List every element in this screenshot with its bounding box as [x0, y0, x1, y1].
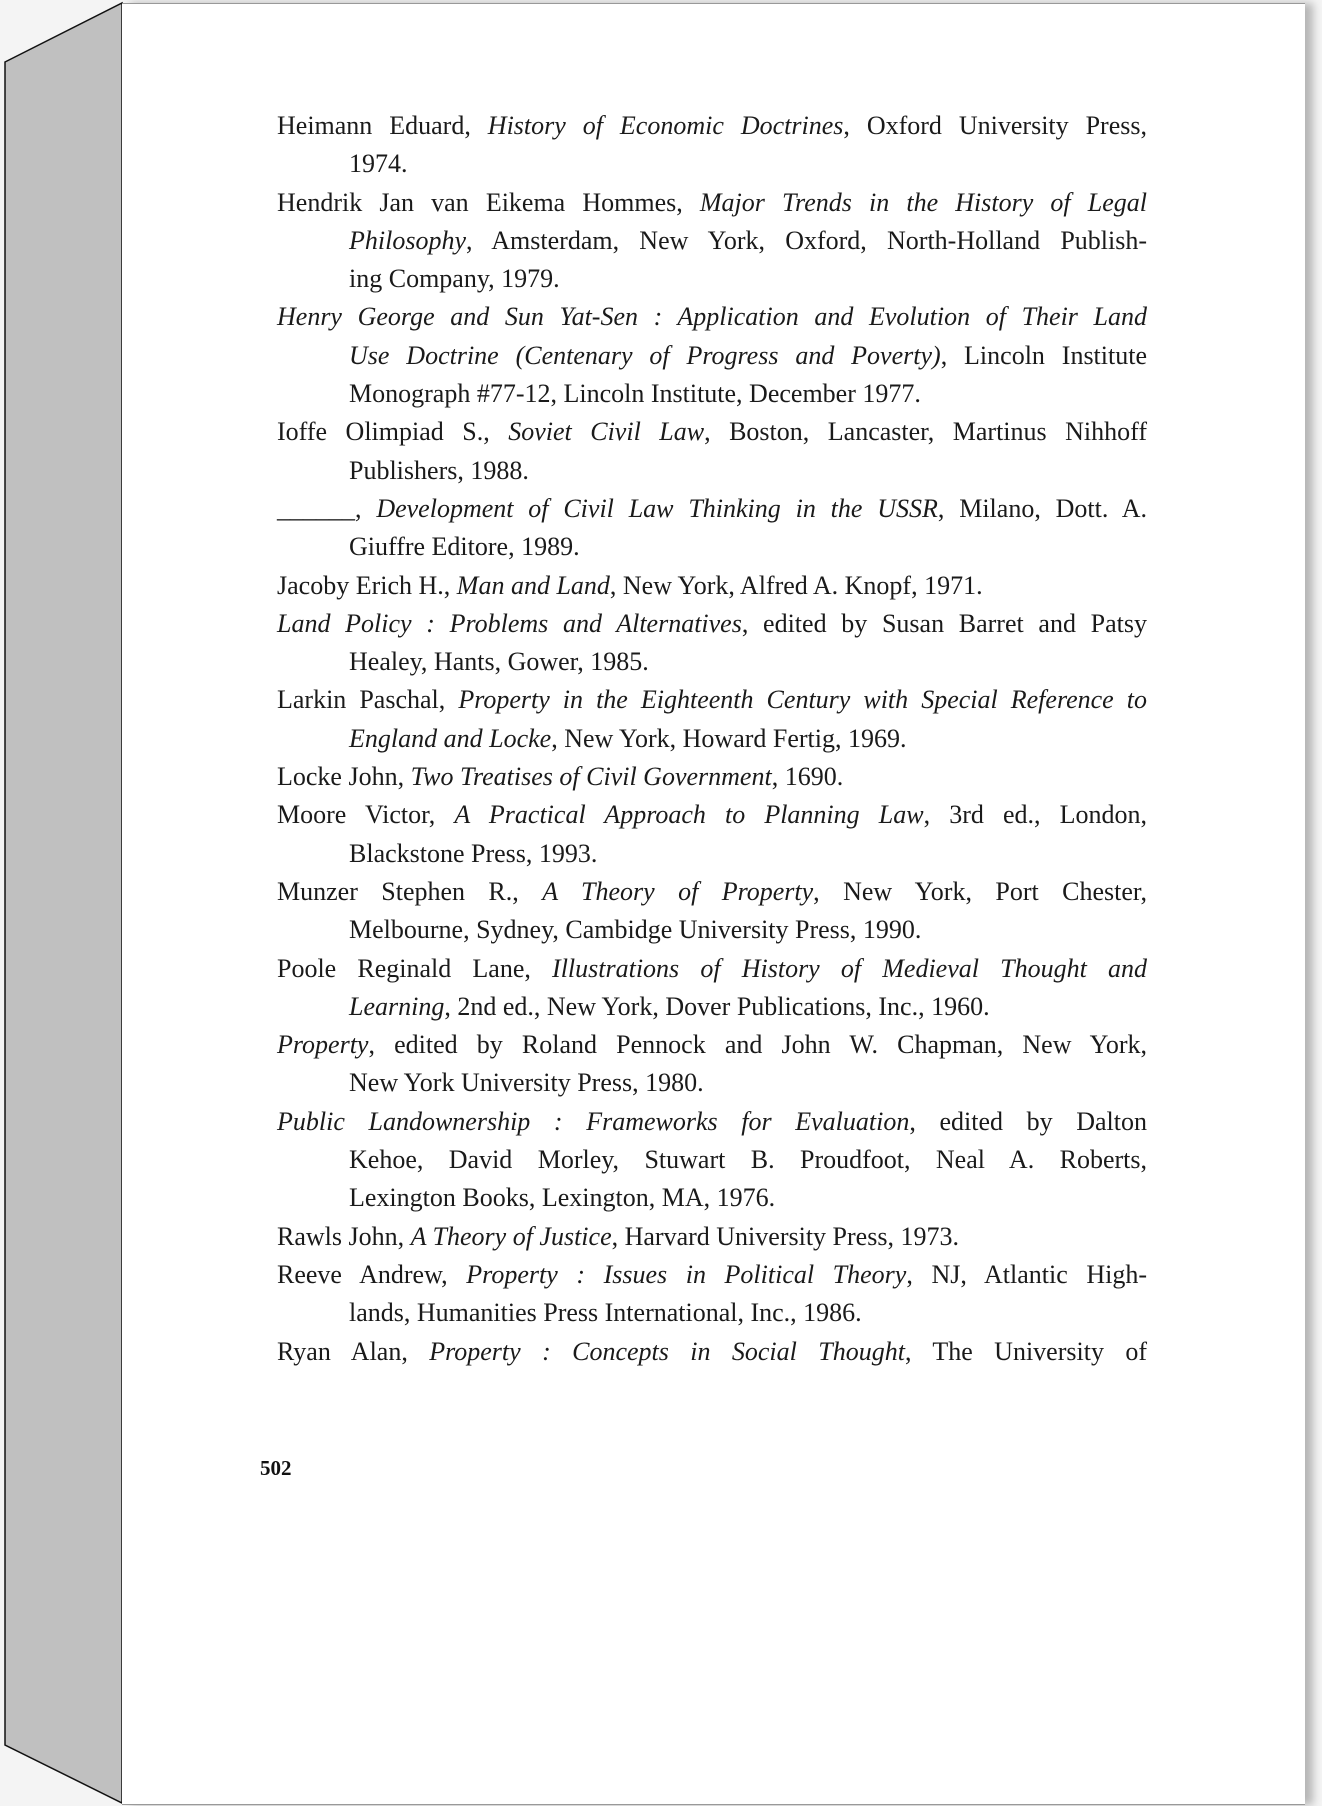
entry-line	[277, 260, 1147, 298]
bibliography-entry	[277, 107, 1147, 184]
citation-text: , edited by Susan Barret and Patsy	[741, 608, 1147, 638]
title-text: Property : Issues in Political Theory	[466, 1259, 907, 1289]
bibliography-entry	[277, 490, 1147, 567]
page-number: 502	[260, 1456, 292, 1480]
citation-text: , Milano, Dott. A.	[937, 493, 1148, 523]
entry-line	[277, 1218, 1147, 1256]
citation-text: Jacoby Erich H.,	[277, 570, 457, 600]
entry-line	[277, 222, 1147, 260]
entry-line	[277, 413, 1147, 451]
citation-text: , edited by Dalton	[909, 1106, 1147, 1136]
book-page	[122, 3, 1305, 1805]
book-spine	[0, 0, 130, 1806]
bibliography-entry	[277, 1256, 1147, 1333]
citation-text: ______,	[277, 493, 377, 523]
bibliography-entry	[277, 873, 1147, 950]
citation-text: 1974.	[349, 149, 408, 179]
entry-line	[277, 1294, 1147, 1332]
title-text: Soviet Civil Law	[508, 417, 705, 447]
entry-line	[277, 490, 1147, 528]
citation-text: Moore Victor,	[277, 800, 455, 830]
title-text: Development of Civil Law Thinking in the USSR	[376, 493, 938, 523]
citation-text: , edited by Roland Pennock and John W. Chapman, New York,	[368, 1030, 1147, 1060]
citation-text: Munzer Stephen R.,	[277, 876, 543, 906]
citation-text: Heimann Eduard,	[277, 111, 488, 140]
bibliography-entry	[277, 1218, 1147, 1256]
entry-line	[277, 375, 1147, 413]
bibliography-entry	[277, 758, 1147, 796]
citation-text: Publishers, 1988.	[349, 455, 529, 485]
citation-text: , Lincoln Institute	[940, 340, 1147, 370]
entry-line	[277, 873, 1147, 911]
citation-text: Locke John,	[277, 762, 411, 792]
citation-text: ing Company, 1979.	[349, 264, 560, 294]
citation-text: , 3rd ed., London,	[923, 800, 1147, 830]
entry-line	[277, 1026, 1147, 1064]
entry-line	[277, 988, 1147, 1026]
entry-line	[277, 605, 1147, 643]
bibliography-entry	[277, 1103, 1147, 1218]
title-text: Property : Concepts in Social Thought	[429, 1336, 905, 1366]
entry-line	[277, 720, 1147, 758]
bibliography-entry	[277, 298, 1147, 413]
title-text: Man and Land	[456, 570, 610, 600]
entry-line	[277, 1103, 1147, 1141]
title-text: A Practical Approach to Planning Law	[454, 800, 924, 830]
title-text: Property	[277, 1030, 369, 1060]
entry-line	[277, 643, 1147, 681]
entry-line	[277, 567, 1147, 605]
entry-line	[277, 681, 1147, 719]
citation-text: lands, Humanities Press International, Inc., 1986.	[349, 1298, 862, 1328]
title-text: A Theory of Justice	[410, 1221, 612, 1251]
bibliography	[277, 107, 1147, 1371]
citation-text: Ryan Alan,	[277, 1336, 430, 1366]
bibliography-entry	[277, 1026, 1147, 1103]
entry-line	[277, 145, 1147, 183]
citation-text: , Oxford University Press,	[843, 111, 1147, 140]
entry-line	[277, 337, 1147, 375]
citation-text: Reeve Andrew,	[277, 1259, 467, 1289]
bibliography-entry	[277, 184, 1147, 299]
citation-text: Larkin Paschal,	[277, 685, 459, 715]
citation-text: New York University Press, 1980.	[349, 1068, 704, 1098]
citation-text: Hendrik Jan van Eikema Hommes,	[277, 187, 700, 217]
title-text: Philosophy	[349, 225, 466, 255]
citation-text: Melbourne, Sydney, Cambidge University Press, 1990.	[349, 915, 922, 945]
citation-text: , Harvard University Press, 1973.	[611, 1221, 959, 1251]
bibliography-entry	[277, 413, 1147, 490]
entry-line	[277, 1256, 1147, 1294]
citation-text: , 2nd ed., New York, Dover Publications, Inc., 1960.	[444, 991, 990, 1021]
bibliography-entry	[277, 681, 1147, 758]
title-text: Public Landownership : Frameworks for Evaluation	[277, 1106, 910, 1136]
title-text: Illustrations of History of Medieval Thought and	[552, 953, 1147, 983]
entry-line	[277, 911, 1147, 949]
title-text: Learning	[349, 991, 445, 1021]
entry-line	[277, 528, 1147, 566]
entry-line	[277, 758, 1147, 796]
citation-text: , New York, Howard Fertig, 1969.	[551, 723, 907, 753]
entry-line	[277, 1179, 1147, 1217]
citation-text: Lexington Books, Lexington, MA, 1976.	[349, 1183, 776, 1213]
bibliography-entry	[277, 950, 1147, 1027]
citation-text: Blackstone Press, 1993.	[349, 838, 598, 868]
citation-text: , The University of	[904, 1336, 1147, 1366]
title-text: Use Doctrine (Centenary of Progress and Poverty)	[349, 340, 941, 370]
citation-text: , 1690.	[771, 762, 844, 792]
entry-line	[277, 1064, 1147, 1102]
title-text: A Theory of Property	[542, 876, 814, 906]
citation-text: , New York, Alfred A. Knopf, 1971.	[609, 570, 983, 600]
citation-text: Monograph #77-12, Lincoln Institute, December 1977.	[349, 379, 921, 409]
entry-line	[277, 796, 1147, 834]
entry-line	[277, 107, 1147, 145]
bibliography-entry	[277, 605, 1147, 682]
title-text: History of Economic Doctrines	[487, 111, 844, 140]
entry-line	[277, 950, 1147, 988]
title-text: Property in the Eighteenth Century with Special Reference to	[458, 685, 1147, 715]
title-text: Henry George and Sun Yat-Sen : Application and Evolution of Their Land	[277, 302, 1147, 332]
title-text: Land Policy : Problems and Alternatives	[277, 608, 742, 638]
citation-text: Rawls John,	[277, 1221, 411, 1251]
citation-text: Poole Reginald Lane,	[277, 953, 553, 983]
title-text: Major Trends in the History of Legal	[699, 187, 1147, 217]
entry-line	[277, 298, 1147, 336]
entry-line	[277, 1333, 1147, 1371]
citation-text: Ioffe Olimpiad S.,	[277, 417, 509, 447]
citation-text: Giuffre Editore, 1989.	[349, 532, 580, 562]
citation-text: Kehoe, David Morley, Stuwart B. Proudfoot, Neal A. Roberts,	[349, 1145, 1147, 1175]
title-text: Two Treatises of Civil Government	[410, 762, 772, 792]
entry-line	[277, 452, 1147, 490]
entry-line	[277, 1141, 1147, 1179]
bibliography-entry	[277, 1333, 1147, 1371]
entry-line	[277, 835, 1147, 873]
citation-text: Healey, Hants, Gower, 1985.	[349, 647, 649, 677]
title-text: England and Locke	[349, 723, 552, 753]
citation-text: , New York, Port Chester,	[813, 876, 1147, 906]
citation-text: , Boston, Lancaster, Martinus Nihhoff	[704, 417, 1147, 447]
bibliography-entry	[277, 796, 1147, 873]
entry-line	[277, 184, 1147, 222]
citation-text: , NJ, Atlantic High-	[906, 1259, 1147, 1289]
bibliography-entry	[277, 567, 1147, 605]
citation-text: , Amsterdam, New York, Oxford, North-Holland Publish-	[466, 225, 1147, 255]
